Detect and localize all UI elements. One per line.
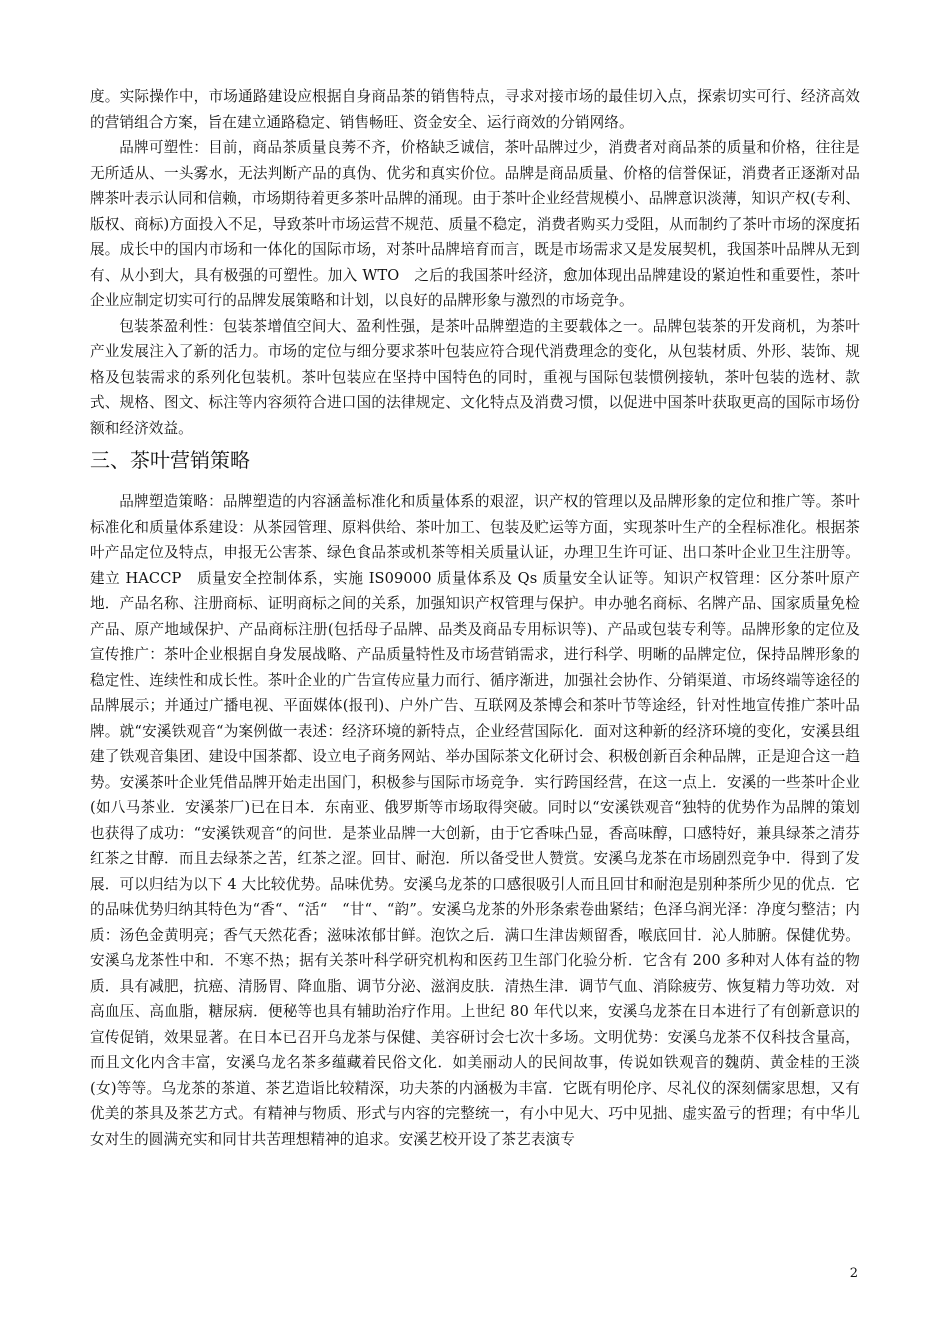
section-heading: 三、茶叶营销策略 bbox=[90, 448, 250, 472]
paragraph-brand-plasticity: 品牌可塑性：目前，商品茶质量良莠不齐，价格缺乏诚信，茶叶品牌过少，消费者对商品茶的质量和价格，往往是无所适从、一头雾水，无法判断产品的真伪、优劣和真实价位。品牌是商品质量、价格的信誉保证，消费者正逐渐对品牌茶叶表示认同和信赖，市场期待着更多茶叶品牌的涌现。由于茶叶企业经营规模小、品牌意识淡薄，知识产权(专利、版权、商标)方面投入不足，导致茶叶市场运营不规范、质量不稳定，消费者购买力受阻，从而制约了茶叶市场的深度拓展。成长中的国内市场和一体化的国际市场，对茶叶品牌培育而言，既是市场需求又是发展契机，我国茶叶品牌从无到有、从小到大，具有极强的可塑性。加入 WTO 之后的我国茶叶经济，愈加体现出品牌建设的紧迫性和重要性，茶叶企业应制定切实可行的品牌发展策略和计划，以良好的品牌形象与激烈的市场竞争。 bbox=[90, 139, 860, 309]
paragraph-packaged-tea-profitability: 包装茶盈利性：包装茶增值空间大、盈利性强，是茶叶品牌塑造的主要载体之一。品牌包装茶的开发商机，为茶叶产业发展注入了新的活力。市场的定位与细分要求茶叶包装应符合现代消费理念的变化，从包装材质、外形、装饰、规格及包装需求的系列化包装机。茶叶包装应在坚持中国特色的同时，重视与国际包装惯例接轨，茶叶包装的选材、款式、规格、图文、标注等内容须符合进口国的法律规定、文化特点及消费习惯，以促进中国茶叶获取更高的国际市场份额和经济效益。 bbox=[90, 317, 860, 437]
page-number: 2 bbox=[849, 1266, 858, 1281]
paragraph-brand-building-strategy: 品牌塑造策略：品牌塑造的内容涵盖标准化和质量体系的艰涩，识产权的管理以及品牌形象的定位和推广等。茶叶标准化和质量体系建设：从茶园管理、原料供给、茶叶加工、包装及贮运等方面，实现茶叶生产的全程标准化。根据茶叶产品定位及特点，申报无公害茶、绿色食品茶或机茶等相关质量认证，办理卫生许可证、出口茶叶企业卫生注册等。建立 HACCP 质量安全控制体系，实施 IS09000 质量体系及 Qs 质量安全认证等。知识产权管理：区分茶叶原产地．产品名称、注册商标、证明商标之间的关系，加强知识产权管理与保护。申办驰名商标、名牌产品、国家质量免检产品、原产地域保护、产品商标注册(包括母子品牌、品类及商品专用标识等)、产品或包装专利等。品牌形象的定位及宣传推广：茶叶企业根据自身发展战略、产品质量特性及市场营销需求，进行科学、明晰的品牌定位，保持品牌形象的稳定性、连续性和成长性。茶叶企业的广告宣传应量力而行、循序渐进，加强社会协作、分销渠道、市场终端等途径的品牌展示；并通过广播电视、平面媒体(报刊)、户外广告、互联网及茶博会和茶叶节等途经，针对性地宣传推广茶叶品牌。就“安溪铁观音“为案例做一表述：经济环境的新特点，企业经营国际化．面对这种新的经济环境的变化，安溪县组建了铁观音集团、建设中国茶都、设立电子商务网站、举办国际茶文化研讨会、积极创新百余种品牌，正是迎合这一趋势。安溪茶叶企业凭借品牌开始走出国门，积极参与国际市场竞争．实行跨国经营，在这一点上．安溪的一些茶叶企业(如八马茶业．安溪茶厂)已在日本．东南亚、俄罗斯等市场取得突破。同时以“安溪铁观音“独特的优势作为品牌的策划也获得了成功：“安溪铁观音“的问世．是茶业品牌一大创新，由于它香味凸显，香高味醇，口感特好，兼具绿茶之清芬红茶之甘醇．而且去绿茶之苦，红茶之涩。回甘、耐泡．所以备受世人赞赏。安溪乌龙茶在市场剧烈竞争中．得到了发展．可以归结为以下 4 大比较优势。品味优势。安溪乌龙茶的口感很吸引人而且回甘和耐泡是别种茶所少见的优点．它的品味优势归纳其特色为“香“、“活“ “甘“、“韵”。安溪乌龙茶的外形条索卷曲紧结；色泽乌润光泽：净度匀整洁；内质：汤色金黄明亮；香气天然花香；滋味浓郁甘鲜。泡饮之后．满口生津齿颊留香，喉底回甘．沁人肺腑。保健优势。安溪乌龙茶性中和．不寒不热；据有关茶叶科学研究机构和医药卫生部门化验分析．它含有 200 多种对人体有益的物质．具有减肥，抗癌、清肠胃、降血脂、调节分泌、滋润皮肤．清热生津．调节气血、消除疲劳、恢复精力等功效．对高血压、高血脂，糖尿病．便秘等也具有辅助治疗作用。上世纪 80 年代以来，安溪乌龙茶在日本进行了有创新意识的宣传促销，效果显著。在日本已召开乌龙茶与保健、美容研讨会七次十多场。文明优势：安溪乌龙茶不仅科技含量高，而且文化内含丰富，安溪乌龙名茶多蕴藏着民俗文化．如美丽动人的民间故事，传说如铁观音的魏荫、黄金桂的王淡(女)等等。乌龙茶的茶道、茶艺造诣比较精深，功夫茶的内涵极为丰富．它既有明伦序、尽礼仪的深刻儒家思想，又有优美的茶具及茶艺方式。有精神与物质、形式与内容的完整统一，有小中见大、巧中见拙、虚实盈亏的哲理；有中华儿女对生的圆满充实和同甘共苦理想精神的追求。安溪艺校开设了茶艺表演专 bbox=[90, 493, 860, 1148]
document-body bbox=[90, 84, 860, 1152]
paragraph-continuation: 度。实际操作中，市场通路建设应根据自身商品茶的销售特点，寻求对接市场的最佳切入点，探索切实可行、经济高效的营销组合方案，旨在建立通路稳定、销售畅旺、资金安全、运行商效的分销网络。 bbox=[90, 88, 860, 131]
